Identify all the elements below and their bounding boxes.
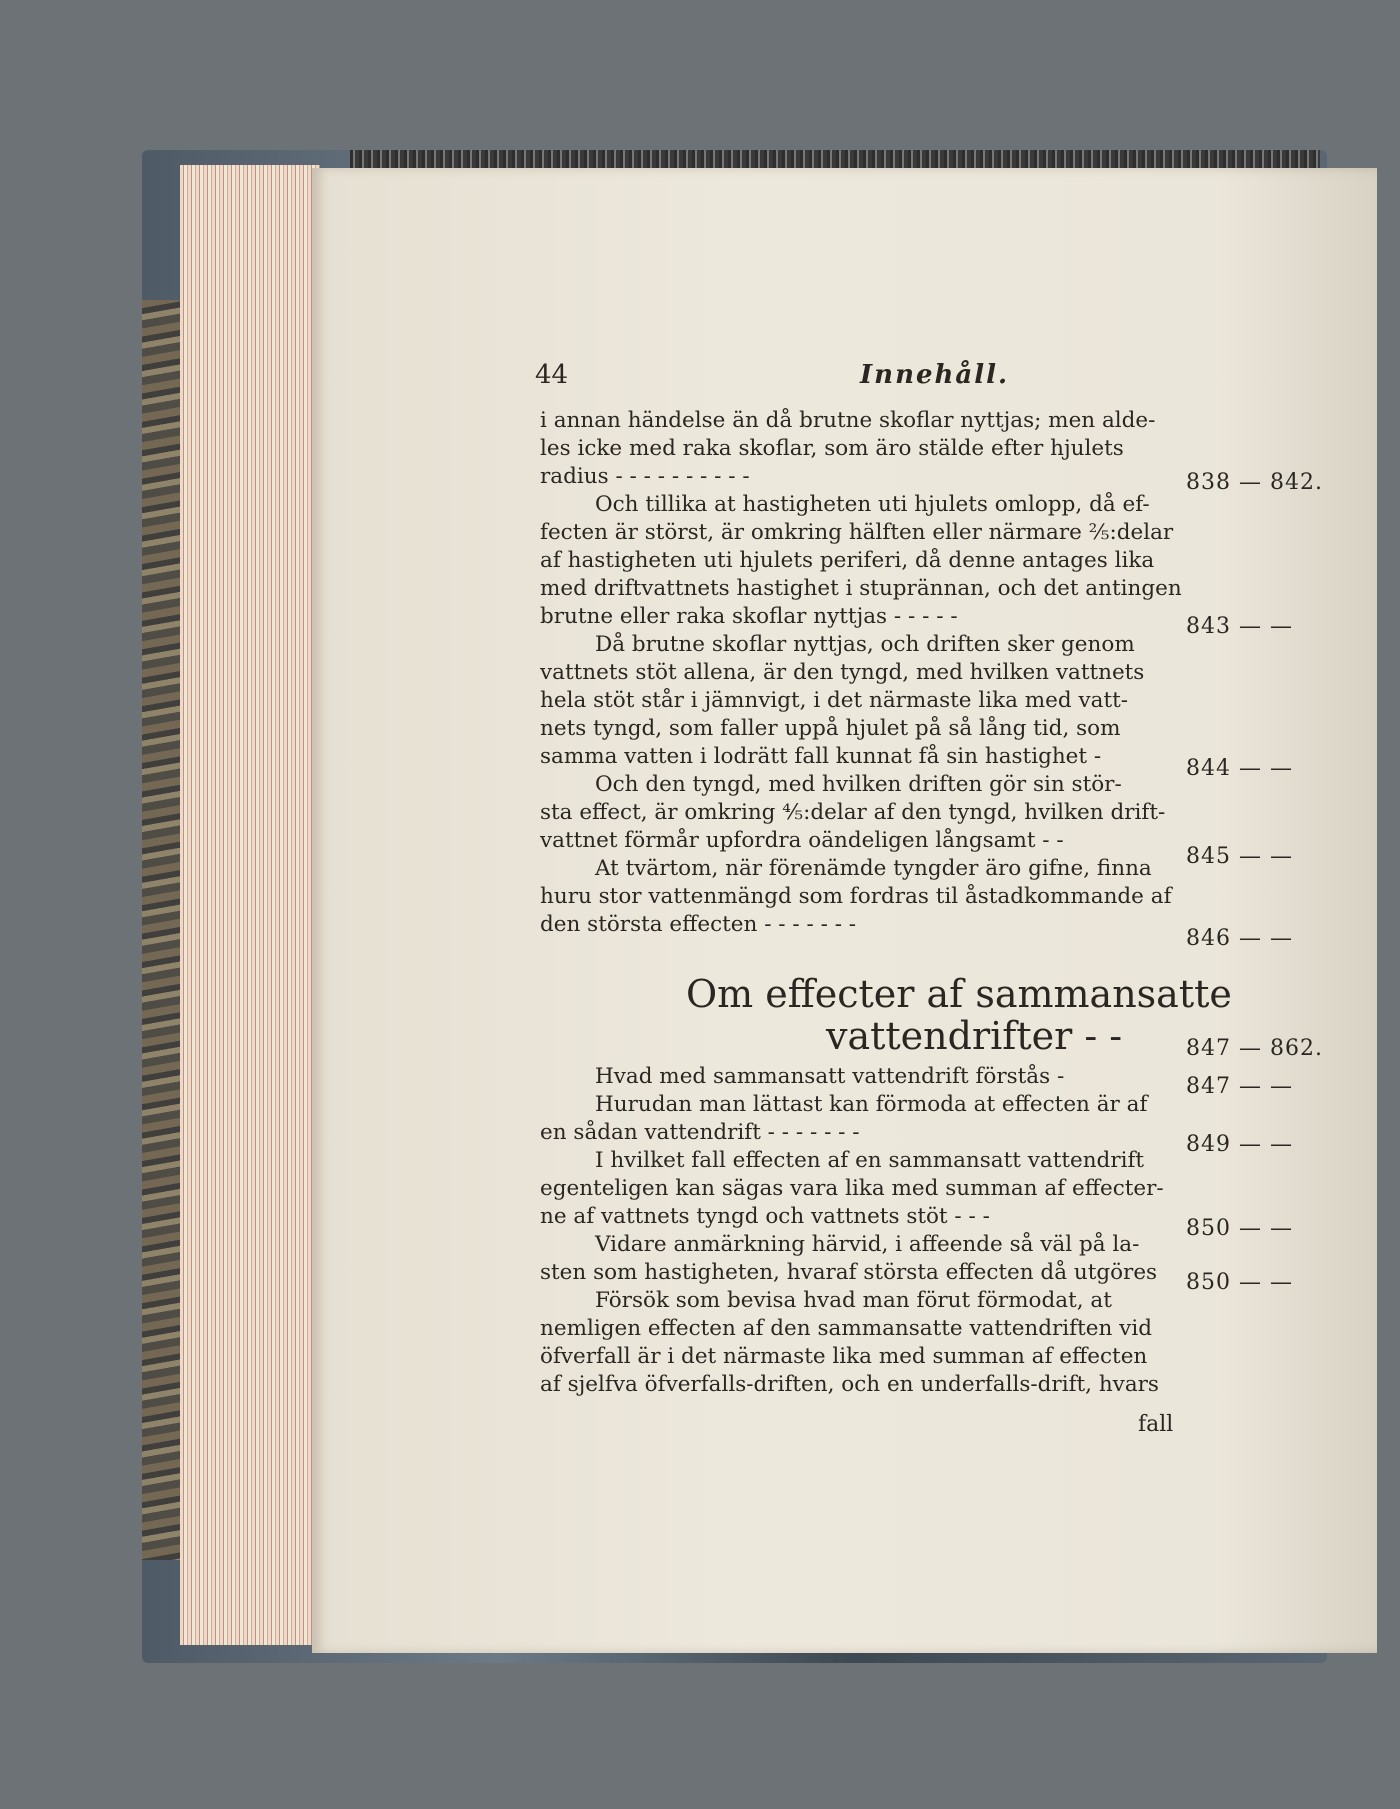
entry-line: af sjelfva öfverfalls-driften, och en underfalls-drift, hvars bbox=[540, 1372, 1159, 1397]
entry-line: Hvad med sammansatt vattendrift förstås - bbox=[595, 1064, 1065, 1089]
entry-line: af hastigheten uti hjulets periferi, då denne antages lika bbox=[540, 548, 1155, 573]
entry-line: öfverfall är i det närmaste lika med summan af effecten bbox=[540, 1344, 1148, 1369]
entry-line: vattnets stöt allena, är den tyngd, med hvilken vattnets bbox=[540, 660, 1145, 685]
entry-line: egenteligen kan sägas vara lika med summan af effecter- bbox=[540, 1176, 1164, 1201]
entry-line: den största effecten - - - - - - - bbox=[540, 912, 857, 937]
entry-line: nemligen effecten af den sammansatte vattendriften vid bbox=[540, 1316, 1152, 1341]
entry-line: samma vatten i lodrätt fall kunnat få sin hastighet - bbox=[540, 744, 1102, 769]
page-block-edges bbox=[180, 165, 320, 1645]
entry-line: Och den tyngd, med hvilken driften gör sin stör- bbox=[595, 772, 1122, 797]
entry-line: radius - - - - - - - - - - bbox=[540, 464, 750, 489]
entry-line: brutne eller raka skoflar nyttjas - - - - - bbox=[540, 604, 958, 629]
paragraph-reference: 844 — — bbox=[1186, 756, 1293, 781]
entry-line: Och tillika at hastigheten uti hjulets omlopp, då ef- bbox=[595, 492, 1150, 517]
entry-line: fecten är störst, är omkring hälften eller närmare ⅖:delar bbox=[540, 520, 1174, 545]
paragraph-reference: 846 — — bbox=[1186, 926, 1293, 951]
entry-line: vattnet förmår upfordra oändeligen långsamt - - bbox=[540, 828, 1064, 853]
entry-line: en sådan vattendrift - - - - - - - bbox=[540, 1120, 860, 1145]
running-head: Innehåll. bbox=[860, 360, 1010, 390]
paragraph-reference: 850 — — bbox=[1186, 1270, 1293, 1295]
book-page bbox=[312, 168, 1377, 1653]
entry-line: Försök som bevisa hvad man förut förmodat, at bbox=[595, 1288, 1112, 1313]
paragraph-reference: 845 — — bbox=[1186, 844, 1293, 869]
catchword: fall bbox=[1138, 1412, 1174, 1437]
entry-line: les icke med raka skoflar, som äro stälde efter hjulets bbox=[540, 436, 1124, 461]
entry-line: med driftvattnets hastighet i stuprännan, och det antingen bbox=[540, 576, 1182, 601]
entry-line: nets tyngd, som faller uppå hjulet på så lång tid, som bbox=[540, 716, 1121, 741]
entry-line: huru stor vattenmängd som fordras til åstadkommande af bbox=[540, 884, 1172, 909]
entry-line: At tvärtom, när förenämde tyngder äro gifne, finna bbox=[595, 856, 1152, 881]
entry-line: Hurudan man lättast kan förmoda at effecten är af bbox=[595, 1092, 1148, 1117]
section-reference: 847 — 862. bbox=[1186, 1036, 1323, 1061]
entry-line: sta effect, är omkring ⅘:delar af den tyngd, hvilken drift- bbox=[540, 800, 1166, 825]
paragraph-reference: 847 — — bbox=[1186, 1074, 1293, 1099]
section-heading: Om effecter af sammansatte bbox=[686, 972, 1232, 1016]
page-number: 44 bbox=[535, 360, 569, 390]
entry-line: Då brutne skoflar nyttjas, och driften sker genom bbox=[595, 632, 1135, 657]
entry-line: I hvilket fall effecten af en sammansatt vattendrift bbox=[595, 1148, 1145, 1173]
paragraph-reference: 838 — 842. bbox=[1186, 470, 1323, 495]
paragraph-reference: 850 — — bbox=[1186, 1216, 1293, 1241]
section-heading-continued: vattendrifter - - bbox=[826, 1014, 1123, 1058]
entry-line: hela stöt står i jämnvigt, i det närmaste lika med vatt- bbox=[540, 688, 1129, 713]
paragraph-reference: 849 — — bbox=[1186, 1132, 1293, 1157]
entry-line: sten som hastigheten, hvaraf största effecten då utgöres bbox=[540, 1260, 1158, 1285]
paragraph-reference: 843 — — bbox=[1186, 614, 1293, 639]
marbled-spine bbox=[142, 300, 180, 1560]
entry-line: i annan händelse än då brutne skoflar nyttjas; men alde- bbox=[540, 408, 1156, 433]
entry-line: ne af vattnets tyngd och vattnets stöt - - - bbox=[540, 1204, 990, 1229]
entry-line: Vidare anmärkning härvid, i affeende så väl på la- bbox=[595, 1232, 1140, 1257]
